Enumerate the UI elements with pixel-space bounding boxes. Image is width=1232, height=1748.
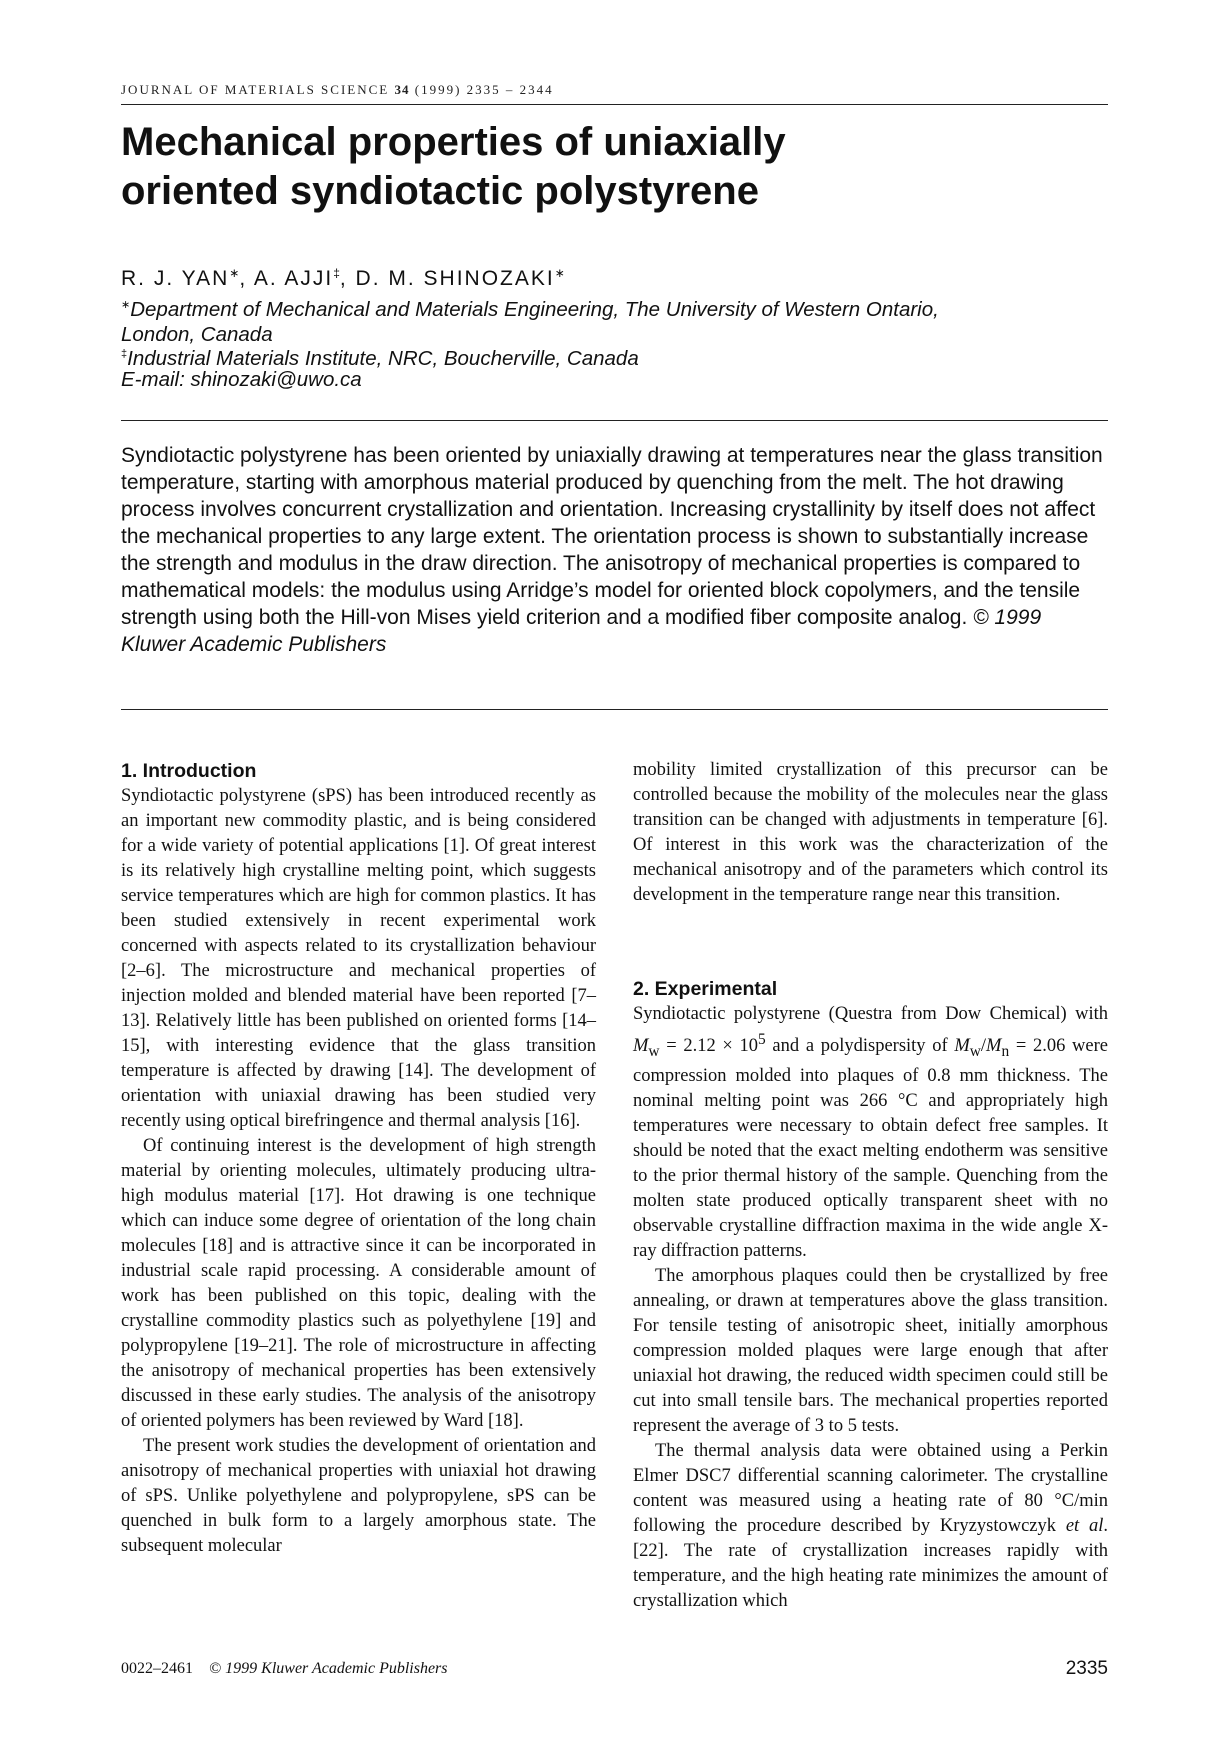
affiliation-1 bbox=[121, 293, 1108, 347]
math-superscript: 5 bbox=[758, 1031, 766, 1048]
section-heading: 1. Introduction bbox=[121, 760, 257, 782]
text-run: = 2.12 × 10 bbox=[659, 1036, 759, 1057]
paragraph bbox=[633, 1002, 1108, 1264]
math-subscript: w bbox=[648, 1042, 660, 1060]
section-heading: 2. Experimental bbox=[633, 978, 778, 1000]
math-subscript: w bbox=[969, 1042, 981, 1060]
paragraph: mobility limited crystallization of this precursor can be controlled because the mobility of the molecules near the glass transition can be changed with adjustments in temperature [6]. Of interest in this work was the characterization of the mechanical anisotropy and of the parameters which control its development in the temperature range near this transition. bbox=[633, 760, 1108, 905]
title-line-2: oriented syndiotactic polystyrene bbox=[121, 169, 759, 213]
author-name: D. M. SHINOZAKI bbox=[355, 267, 555, 290]
math-symbol: M bbox=[986, 1036, 1002, 1057]
journal-year-pages: (1999) 2335 – 2344 bbox=[414, 82, 554, 97]
text-run: and a polydispersity of bbox=[765, 1036, 955, 1057]
abstract-copyright: © 1999 Kluwer Academic Publishers bbox=[121, 606, 1042, 656]
issn-code: 0022–2461 bbox=[121, 1660, 193, 1677]
author-mark: ‡ bbox=[333, 266, 340, 280]
paper-page bbox=[121, 0, 1108, 1748]
page-number: 2335 bbox=[1065, 1658, 1108, 1679]
text-run: = 2.06 bbox=[1009, 1036, 1066, 1057]
math-symbol: M bbox=[954, 1036, 970, 1057]
affiliation-text: Department of Mechanical and Materials Engineering, The University of Western Ontario, bbox=[130, 297, 939, 321]
author-mark: ∗ bbox=[229, 266, 240, 280]
math-symbol: M bbox=[633, 1036, 649, 1057]
paragraph: Of continuing interest is the development of high strength material by orienting molecules, ultimately producing ultra-high modulus material [17]. Hot drawing is one technique which can induce some degree of orientation of the long chain molecules [18] and is attractive since it can be incorporated in industrial scale rapid processing. A considerable amount of work has been published on this topic, dealing with the crystalline commodity plastics such as polyethylene [19] and polypropylene [19–21]. The role of microstructure in affecting the anisotropy of mechanical properties has been extensively discussed in these early studies. The analysis of the anisotropy of oriented polymers has been reviewed by Ward [18]. bbox=[121, 1136, 596, 1431]
affiliation-mark: ‡ bbox=[121, 348, 128, 360]
affiliation-text: Industrial Materials Institute, NRC, Boucherville, Canada bbox=[127, 346, 639, 370]
journal-name: JOURNAL OF MATERIALS SCIENCE bbox=[121, 82, 390, 97]
column-left bbox=[121, 758, 596, 1559]
section-gap bbox=[633, 908, 1108, 976]
abstract-rule-top bbox=[121, 420, 1108, 421]
column-right bbox=[633, 758, 1108, 1614]
paragraph: The amorphous plaques could then be crystallized by free annealing, or drawn at temperatures above the glass transition. For tensile testing of anisotropic sheet, initially amorphous compression molded plaques were large enough that after uniaxial hot drawing, the reduced width specimen could still be cut into small tensile bars. The mechanical properties reported represent the average of 3 to 5 tests. bbox=[633, 1265, 1108, 1436]
paragraph bbox=[633, 1439, 1108, 1614]
math-subscript: n bbox=[1001, 1042, 1010, 1060]
text-run: / bbox=[980, 1036, 987, 1057]
paper-title bbox=[121, 118, 1021, 216]
affiliation-text: London, Canada bbox=[121, 322, 273, 346]
paragraph: Syndiotactic polystyrene (sPS) has been introduced recently as an important new commodity plastic, and is being considered for a wide variety of potential applications [1]. Of great interest is its relatively high crystalline melting point, which suggests service temperatures which are high for common plastics. It has been studied extensively in recent experimental work concerned with aspects related to its crystallization behaviour [2–6]. The microstructure and mechanical properties of injection molded and blended material have been reported [7–13]. Relatively little has been published on oriented forms [14–15], with interesting evidence that the glass transition temperature is affected by drawing [14]. The development of orientation with uniaxial drawing has been studied very recently using optical birefringence and thermal analysis [16]. bbox=[121, 786, 596, 1131]
journal-volume: 34 bbox=[394, 82, 410, 97]
contact-email: E-mail: shinozaki@uwo.ca bbox=[121, 368, 362, 391]
title-line-1: Mechanical properties of uniaxially bbox=[121, 120, 786, 164]
abstract-body: Syndiotactic polystyrene has been oriented by uniaxially drawing at temperatures near the glass transition temperature, starting with amorphous material produced by quenching from the melt. The hot drawing process involves concurrent crystallization and orientation. Increasing crystallinity by itself does not affect the mechanical properties to any large extent. The orientation process is shown to substantially increase the strength and modulus in the draw direction. The anisotropy of mechanical properties is compared to mathematical models: the modulus using Arridge’s model for oriented block copolymers, and the tensile strength using both the Hill-von Mises yield criterion and a modified fiber composite analog. bbox=[121, 444, 1103, 629]
text-run: The thermal analysis data were obtained using a Perkin Elmer DSC7 differential scanning calorimeter. The crystalline content was measured using a heating rate of 80 °C/min following the procedure described by Kryzystowczyk bbox=[633, 1440, 1108, 1536]
journal-header bbox=[121, 82, 1108, 98]
abstract bbox=[121, 442, 1108, 658]
text-run: Syndiotactic polystyrene (Questra from Dow Chemical) with bbox=[633, 1004, 1108, 1024]
header-rule bbox=[121, 104, 1108, 105]
author-mark: ∗ bbox=[554, 266, 565, 280]
text-run: . [22]. The rate of crystallization increases rapidly with temperature, and the high heating rate minimizes the amount of crystallization which bbox=[633, 1515, 1108, 1611]
et-al: et al bbox=[1065, 1515, 1104, 1536]
abstract-rule-bottom bbox=[121, 709, 1108, 710]
author-list: R. J. YAN∗, A. AJJI‡, D. M. SHINOZAKI∗ bbox=[121, 266, 565, 290]
affiliation-mark: ∗ bbox=[121, 299, 131, 311]
footer-publisher bbox=[121, 1660, 448, 1678]
footer-copyright: © 1999 Kluwer Academic Publishers bbox=[209, 1660, 448, 1677]
text-run: were compression molded into plaques of 0.8 mm thickness. The nominal melting point was 266 °C and appropriately high temperatures were necessary to obtain defect free samples. It should be noted that the exact melting endotherm was sensitive to the prior thermal history of the sample. Quenching from the molten state produced optically transparent sheet with no observable crystalline diffraction maxima in the wide angle X-ray diffraction patterns. bbox=[633, 1036, 1108, 1261]
author-name: A. AJJI bbox=[253, 267, 334, 290]
author-name: R. J. YAN bbox=[121, 267, 230, 290]
paragraph: The present work studies the development of orientation and anisotropy of mechanical properties with uniaxial hot drawing of sPS. Unlike polyethylene and polypropylene, sPS can be quenched in bulk form to a largely amorphous state. The subsequent molecular bbox=[121, 1436, 596, 1556]
